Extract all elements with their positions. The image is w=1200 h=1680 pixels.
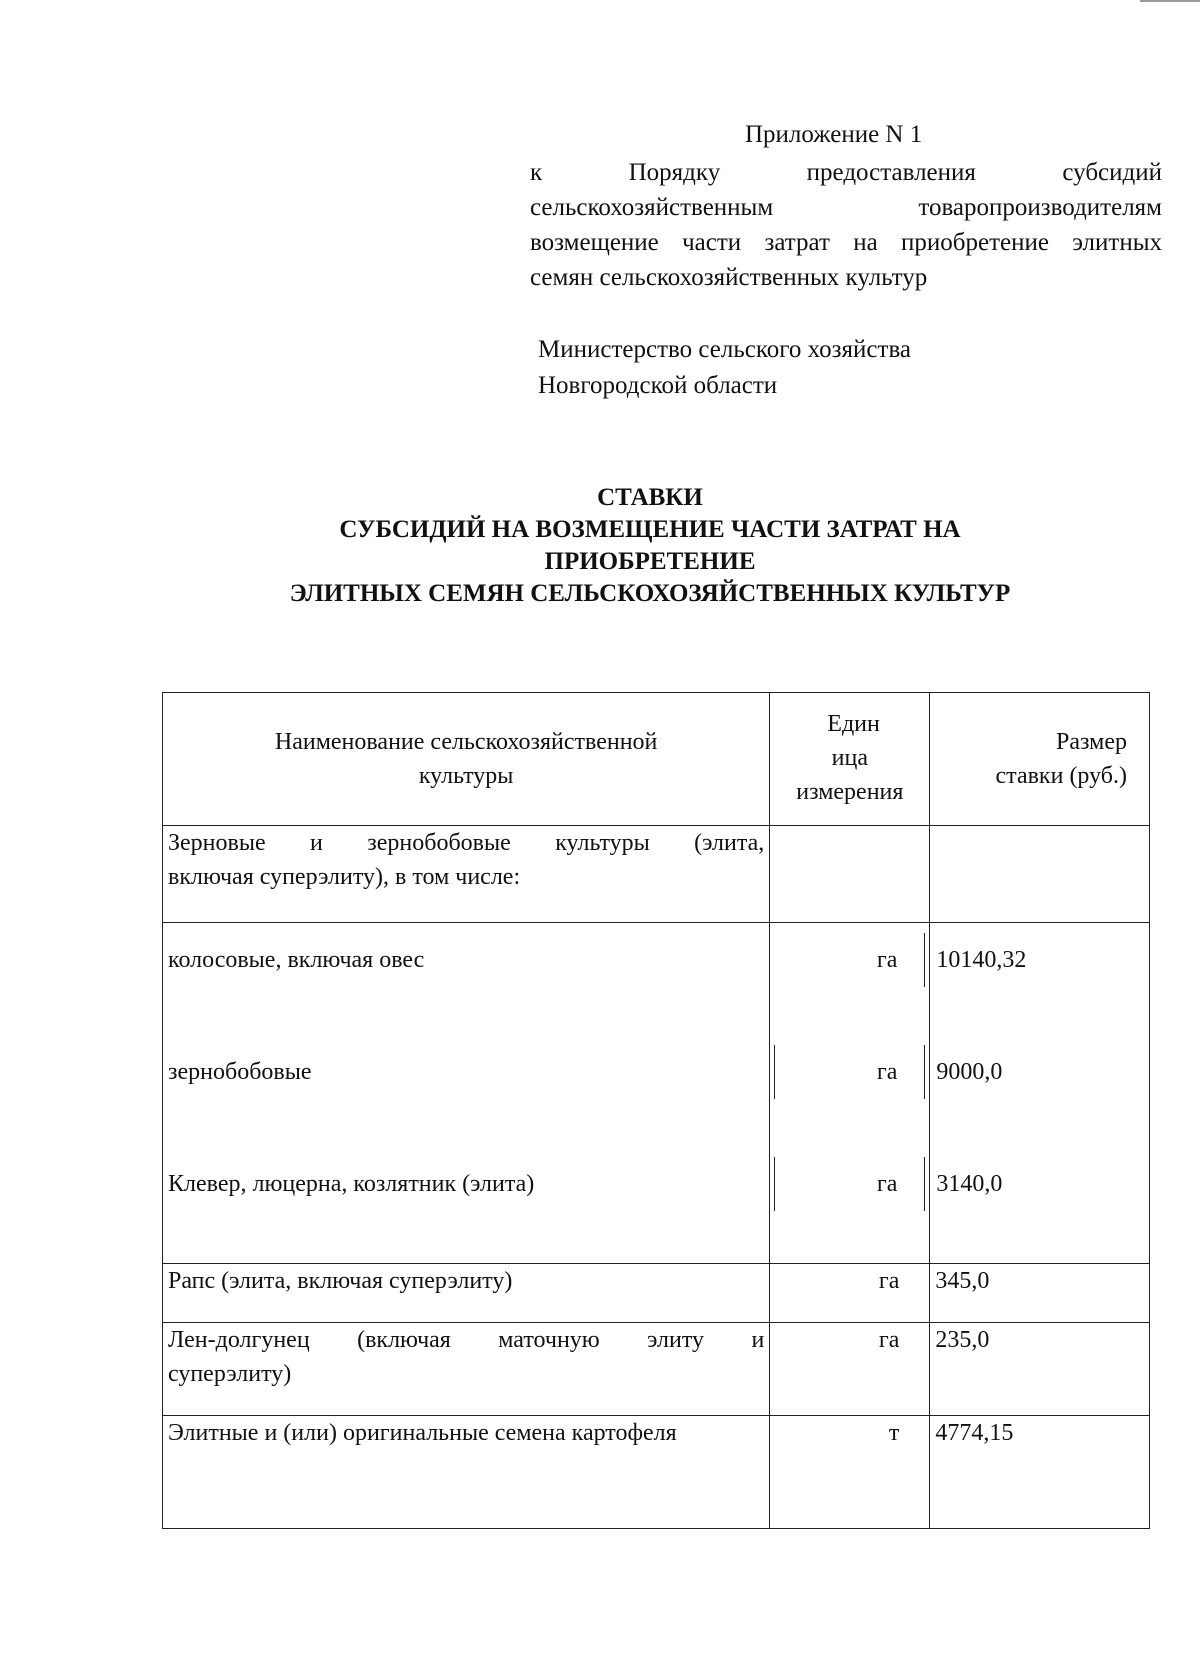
annex-line-1: к Порядку предоставления субсидий <box>530 159 1162 186</box>
heading-line-1: СТАВКИ <box>597 484 703 511</box>
group-rate-cell <box>930 826 1150 923</box>
table-row <box>163 1264 1150 1323</box>
annex-title: Приложение N 1 <box>745 121 923 148</box>
annex-line-2: сельскохозяйственным товаропроизводителям <box>530 194 1162 221</box>
row-unit: т <box>770 1416 930 1529</box>
subgroup-name-cell <box>163 923 770 1264</box>
row-unit: га <box>770 1323 930 1416</box>
rate-slot <box>930 923 1149 1035</box>
group-unit-cell <box>770 826 930 923</box>
header-name <box>163 693 770 826</box>
heading-line-2: СУБСИДИЙ НА ВОЗМЕЩЕНИЕ ЧАСТИ ЗАТРАТ НА <box>339 516 961 543</box>
row-rate: 3140,0 <box>936 1171 1003 1197</box>
table-row <box>163 1416 1150 1529</box>
header-name-line-1: Наименование сельскохозяйственной <box>274 729 658 755</box>
row-rate: 345,0 <box>930 1264 1150 1323</box>
scan-edge-mark <box>1140 0 1200 2</box>
cell-divider <box>924 933 925 987</box>
row-name-line-1: Лен-долгунец (включая маточную элиту и <box>168 1327 765 1353</box>
header-unit-line-3: измерения <box>796 779 904 805</box>
subgroup-rate-cell <box>930 923 1150 1264</box>
group-name-cell <box>163 826 770 923</box>
header-rate-line-1: Размер <box>1056 729 1127 755</box>
row-unit: га <box>770 1264 930 1323</box>
ministry-line-2: Новгородской области <box>538 372 778 399</box>
document-heading <box>180 482 1120 610</box>
row-name: Клевер, люцерна, козлятник (элита) <box>168 1171 535 1197</box>
cell-divider <box>924 1045 925 1099</box>
table-row-subgroup <box>163 923 1150 1264</box>
row-name: зернобобовые <box>168 1059 312 1085</box>
row-rate: 9000,0 <box>936 1059 1003 1085</box>
row-name-line-2: суперэлиту) <box>168 1361 292 1387</box>
table-row <box>163 923 769 1035</box>
unit-slot <box>770 1035 929 1147</box>
group-line-1: Зерновые и зернобобовые культуры (элита, <box>168 830 765 856</box>
table-row-group <box>163 826 1150 923</box>
table-row <box>163 1035 769 1147</box>
header-unit-line-2: ица <box>831 745 868 771</box>
header-rate <box>930 693 1150 826</box>
heading-line-4: ЭЛИТНЫХ СЕМЯН СЕЛЬСКОХОЗЯЙСТВЕННЫХ КУЛЬТУР <box>289 580 1011 607</box>
rate-slot <box>930 1035 1149 1147</box>
unit-slot <box>770 923 929 1035</box>
group-line-2: включая суперэлиту), в том числе: <box>168 864 521 890</box>
row-name: колосовые, включая овес <box>168 947 425 973</box>
row-rate: 4774,15 <box>930 1416 1150 1529</box>
annex-line-4: семян сельскохозяйственных культур <box>530 264 928 291</box>
rates-table <box>162 692 1150 1529</box>
row-rate: 235,0 <box>930 1323 1150 1416</box>
ministry-line-1: Министерство сельского хозяйства <box>538 336 912 363</box>
table-row <box>163 1323 1150 1416</box>
row-name: Рапс (элита, включая суперэлиту) <box>163 1264 770 1323</box>
header-rate-line-2: ставки (руб.) <box>995 763 1127 789</box>
cell-divider <box>924 1157 925 1211</box>
table-row <box>163 1147 769 1259</box>
header-unit-line-1: Един <box>827 711 880 737</box>
row-rate: 10140,32 <box>936 947 1027 973</box>
header-unit <box>770 693 930 826</box>
subgroup-unit-cell <box>770 923 930 1264</box>
row-unit: га <box>876 1059 898 1085</box>
row-name <box>163 1323 770 1416</box>
table-header-row <box>163 693 1150 826</box>
ministry-block <box>538 332 911 404</box>
row-unit: га <box>876 1171 898 1197</box>
header-name-line-2: культуры <box>418 763 514 789</box>
annex-line-3: возмещение части затрат на приобретение элитных <box>530 229 1162 256</box>
row-unit: га <box>876 947 898 973</box>
unit-slot <box>770 1147 929 1259</box>
heading-line-3: ПРИОБРЕТЕНИЕ <box>544 548 756 575</box>
annex-block <box>530 118 1162 296</box>
rate-slot <box>930 1147 1149 1259</box>
row-name: Элитные и (или) оригинальные семена картофеля <box>163 1416 770 1529</box>
